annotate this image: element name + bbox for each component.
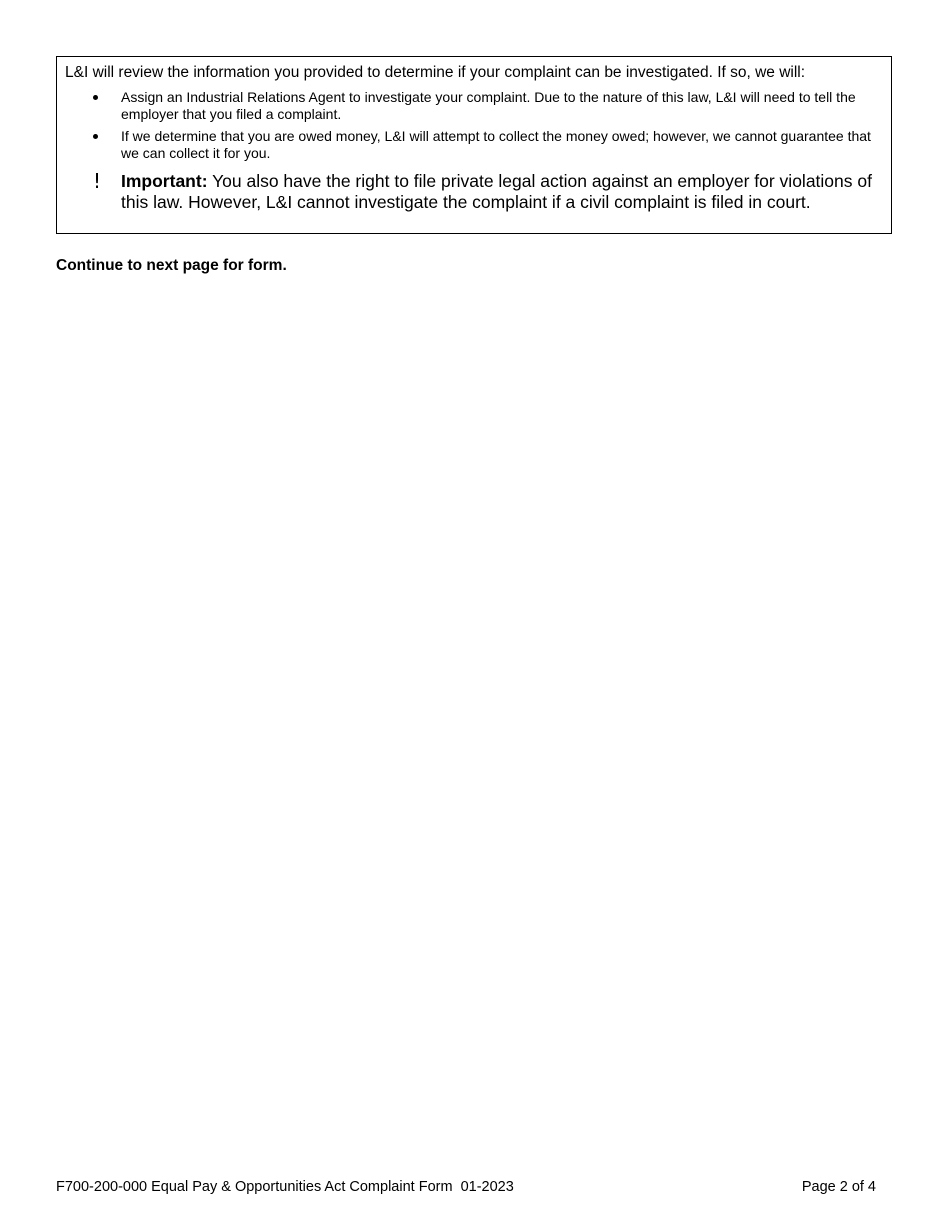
important-text: [121, 171, 881, 213]
bullet-text: If we determine that you are owed money, L&I will attempt to collect the money owed; however, we cannot guarantee that we can collect it for you.: [121, 128, 871, 161]
exclamation-icon: !: [93, 169, 102, 193]
continue-note: Continue to next page for form.: [56, 257, 287, 274]
bullet-icon: [93, 95, 98, 100]
info-box: [56, 56, 892, 234]
footer-form-id: F700-200-000 Equal Pay & Opportunities Act Complaint Form 01-2023: [56, 1179, 514, 1195]
bullet-icon: [93, 134, 98, 139]
info-intro: L&I will review the information you provided to determine if your complaint can be investigated. If so, we will:: [65, 64, 806, 81]
footer-page-number: Page 2 of 4: [801, 1179, 876, 1195]
important-label: Important:: [121, 171, 208, 191]
bullet-text: Assign an Industrial Relations Agent to investigate your complaint. Due to the nature of this law, L&I will need to tell the employer that you filed a complaint.: [121, 89, 856, 122]
important-body: You also have the right to file private legal action against an employer for violations of this law. However, L&I cannot investigate the complaint if a civil complaint is filed in court.: [121, 171, 872, 212]
